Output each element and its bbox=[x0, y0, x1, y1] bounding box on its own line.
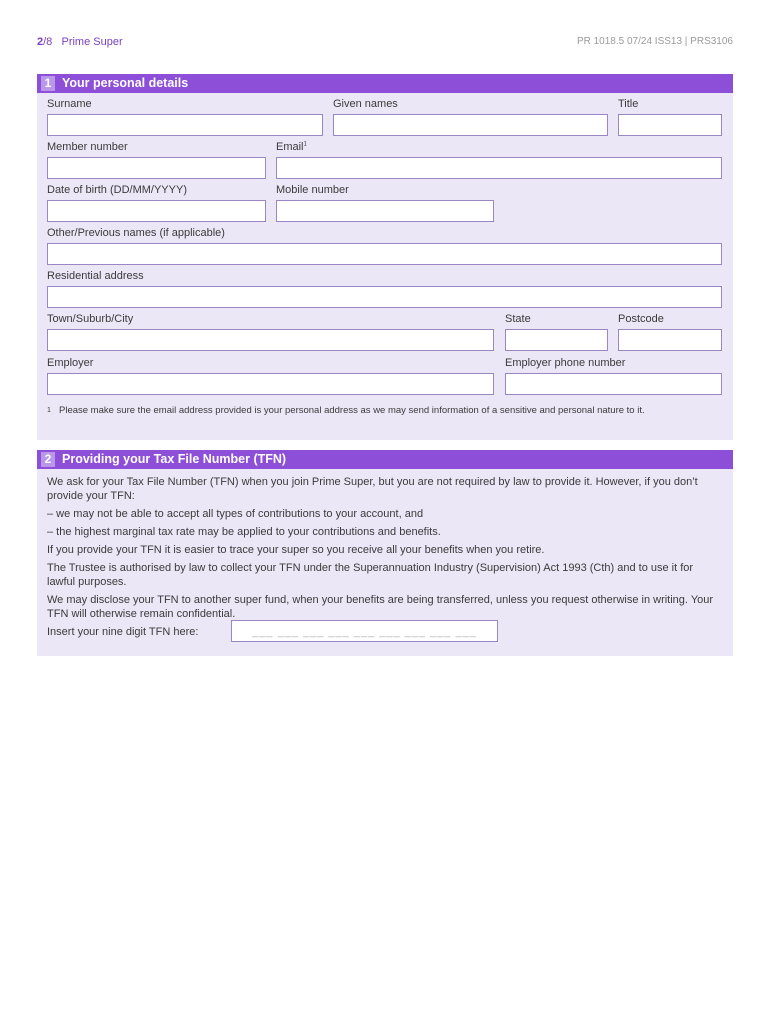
member-number-label: Member number bbox=[47, 141, 128, 153]
section-tfn bbox=[37, 450, 733, 656]
member-number-field[interactable] bbox=[47, 157, 266, 179]
title-field[interactable] bbox=[618, 114, 722, 136]
mobile-field[interactable] bbox=[276, 200, 494, 222]
given-names-field[interactable] bbox=[333, 114, 608, 136]
state-label: State bbox=[505, 313, 531, 325]
other-names-label: Other/Previous names (if applicable) bbox=[47, 227, 225, 239]
town-label: Town/Suburb/City bbox=[47, 313, 134, 325]
page-current: 2 bbox=[37, 36, 44, 48]
residential-address-label: Residential address bbox=[47, 270, 144, 282]
section-title: Your personal details bbox=[62, 76, 189, 90]
tfn-paragraph: We ask for your Tax File Number (TFN) when you join Prime Super, but you are not required by law to provide it. However, if you don’t provide your TFN: bbox=[47, 476, 698, 502]
postcode-field[interactable] bbox=[618, 329, 722, 351]
postcode-label: Postcode bbox=[618, 313, 664, 325]
title-label: Title bbox=[618, 98, 639, 110]
page-header bbox=[37, 36, 733, 50]
page-total: /8 bbox=[43, 36, 53, 48]
dob-field[interactable] bbox=[47, 200, 266, 222]
employer-phone-label: Employer phone number bbox=[505, 357, 626, 369]
email-footnote-ref: 1 bbox=[303, 141, 307, 148]
tfn-bullet: – we may not be able to accept all types of contributions to your account, and bbox=[47, 508, 424, 520]
section-number: 1 bbox=[41, 76, 55, 91]
tfn-bullet: – the highest marginal tax rate may be applied to your contributions and benefits. bbox=[47, 526, 441, 538]
section-header bbox=[37, 74, 733, 93]
tfn-input-label: Insert your nine digit TFN here: bbox=[47, 626, 199, 638]
section-title: Providing your Tax File Number (TFN) bbox=[62, 452, 287, 466]
email-label-text: Email bbox=[276, 141, 304, 153]
section-personal-details bbox=[37, 74, 733, 440]
email-field[interactable] bbox=[276, 157, 722, 179]
town-field[interactable] bbox=[47, 329, 494, 351]
other-names-field[interactable] bbox=[47, 243, 722, 265]
section-number: 2 bbox=[41, 452, 55, 467]
tfn-paragraph: If you provide your TFN it is easier to trace your super so you receive all your benefits when you retire. bbox=[47, 544, 545, 556]
employer-phone-field[interactable] bbox=[505, 373, 722, 395]
brand-name: Prime Super bbox=[61, 36, 123, 48]
given-names-label: Given names bbox=[333, 98, 398, 110]
tfn-paragraph: We may disclose your TFN to another super fund, when your benefits are being transferred, unless you request otherwise in writing. Your TFN will otherwise remain confidential. bbox=[47, 594, 714, 620]
footnote-marker: 1 bbox=[47, 407, 51, 414]
surname-field[interactable] bbox=[47, 114, 323, 136]
tfn-field[interactable]: ___ ___ ___ ___ ___ ___ ___ ___ ___ bbox=[231, 620, 498, 642]
employer-label: Employer bbox=[47, 357, 94, 369]
state-field[interactable] bbox=[505, 329, 608, 351]
section-header bbox=[37, 450, 733, 469]
surname-label: Surname bbox=[47, 98, 92, 110]
document-reference: PR 1018.5 07/24 ISS13 | PRS3106 bbox=[576, 36, 733, 47]
email-label bbox=[276, 141, 307, 153]
footnote-text: Please make sure the email address provided is your personal address as we may send information of a sensitive and personal nature to it. bbox=[59, 405, 645, 416]
mobile-label: Mobile number bbox=[276, 184, 349, 196]
tfn-paragraph: The Trustee is authorised by law to collect your TFN under the Superannuation Industry (Supervision) Act 1993 (Cth) and to use it for lawful purposes. bbox=[47, 562, 694, 588]
employer-field[interactable] bbox=[47, 373, 494, 395]
dob-label: Date of birth (DD/MM/YYYY) bbox=[47, 184, 187, 196]
page-indicator bbox=[37, 36, 123, 48]
residential-address-field[interactable] bbox=[47, 286, 722, 308]
